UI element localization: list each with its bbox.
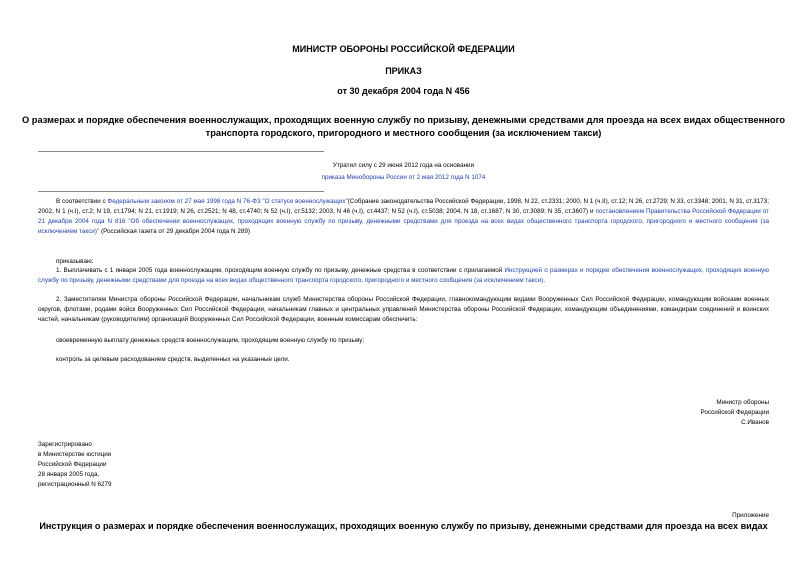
doc-title-line-2: транспорта городского, пригородного и местного сообщения (за исключением такси) [205,128,602,138]
instruction-link[interactable]: Инструкцией о размерах и порядке обеспечения военнослужащих, проходящих военную службу по призыву, денежными средствами для проезда на всех видах общественного транспорта городского, пригородного и местного сообщения (за исключением такси) [38,267,769,284]
doc-type-heading: ПРИКАЗ [385,66,422,76]
appendix-label: Приложение [732,512,769,519]
registration-line-4: 28 января 2005 года, [38,471,100,478]
registration-line-2: в Министерстве юстиции [38,451,112,458]
signature-name: С.Иванов [741,419,769,426]
registration-line-5: регистрационный N 6279 [38,481,112,488]
item-2-paragraph: 2. Заместителям Министра обороны Российской Федерации, начальникам служб Министерства обороны Российской Федерации, главнокомандующим видами Вооруженных Сил Российской Федерации, командующим войсками военных округов, флотами, родами войск Вооруженных Сил Российской Федерации, начальникам главных и центральных управлений Министерства обороны Российской Федерации, командующим объединениями, командирам соединений и воинских частей, начальникам (руководителям) организаций Вооруженных Сил Российской Федерации, военным комиссарам обеспечить: [38,296,769,323]
item-1-paragraph: 1. Выплачивать с 1 января 2005 года военнослужащим, проходящим военную службу по призыву, денежные средства в соответствии с прилагаемой Инструкцией о размерах и порядке обеспечения военнослужащих, проходящих военную службу по призыву, денежными средствами для проезда на всех видах общественного транспорта городского, пригородного и местного сообщения (за исключением такси). [38,267,769,284]
registration-line-1: Зарегистрировано [38,441,92,448]
signature-title: Министр обороны [716,399,769,406]
decree-816-link[interactable]: постановлением Правительства Российской Федерации от 21 декабря 2004 года N 816 "Об обеспечении военнослужащих, проходящих военную службу по призыву, денежными средствами для проезда на всех видах общественного транспорта городского, пригородного и местного сообщения (за исключением такси)" [38,208,769,235]
registration-line-3: Российской Федерации [38,461,107,468]
doc-title-line-1: О размерах и порядке обеспечения военнослужащих, проходящих военную службу по призыву, денежными средствами для проезда на всех видах общественного [21,115,786,125]
law-76fz-link[interactable]: Федеральным законом от 27 мая 1998 года N 76-ФЗ "О статусе военнослужащих" [107,198,348,205]
doc-date-number: от 30 декабря 2004 года N 456 [337,86,470,96]
divider-top [38,151,324,152]
order-word: приказываю: [56,258,94,265]
signature-org: Российской Федерации [700,409,769,416]
item-2-sub-2: контроль за целевым расходованием средств, выделенных на указанные цели. [56,356,290,363]
preamble-paragraph: В соответствии с Федеральным законом от 27 мая 1998 года N 76-ФЗ "О статусе военнослужащих"(Собрание законодательства Российской Федерации, 1998, N 22, ст.2331; 2000, N 1 (ч.II), ст.12; N 26, ст.2729; N 33, ст.3348; 2001, N 31, ст.3173; 2002, N 1 (ч.I), ст.2; N 19, ст.1794; N 21, ст.1919; N 26, ст.2521; N 48, ст.4740; N 52 (ч.I), ст.5132; 2003, N 46 (ч.I), ст.4437; N 52 (ч.I), ст.5038; 2004, N 18, ст.1687; N 30, ст.3089; N 35, ст.3607) и постановлением Правительства Российской Федерации от 21 декабря 2004 года N 816 "Об обеспечении военнослужащих, проходящих военную службу по призыву, денежными средствами для проезда на всех видах общественного транспорта городского, пригородного и местного сообщения (за исключением такси)" (Российская газета от 29 декабря 2004 года N 289) [38,198,769,235]
status-text: Утратил силу с 29 июня 2012 года на основании [332,162,475,169]
ministry-heading: МИНИСТР ОБОРОНЫ РОССИЙСКОЙ ФЕДЕРАЦИИ [292,44,515,54]
divider-bottom [38,191,324,192]
item-2-sub-1: своевременную выплату денежных средств военнослужащим, проходящим военную службу по призыву; [56,337,365,344]
status-repeal-link[interactable]: приказа Минобороны России от 2 мая 2012 года N 1074 [321,174,486,181]
appendix-title: Инструкция о размерах и порядке обеспечения военнослужащих, проходящих военную службу по призыву, денежными средствами для проезда на всех видах [39,521,768,531]
